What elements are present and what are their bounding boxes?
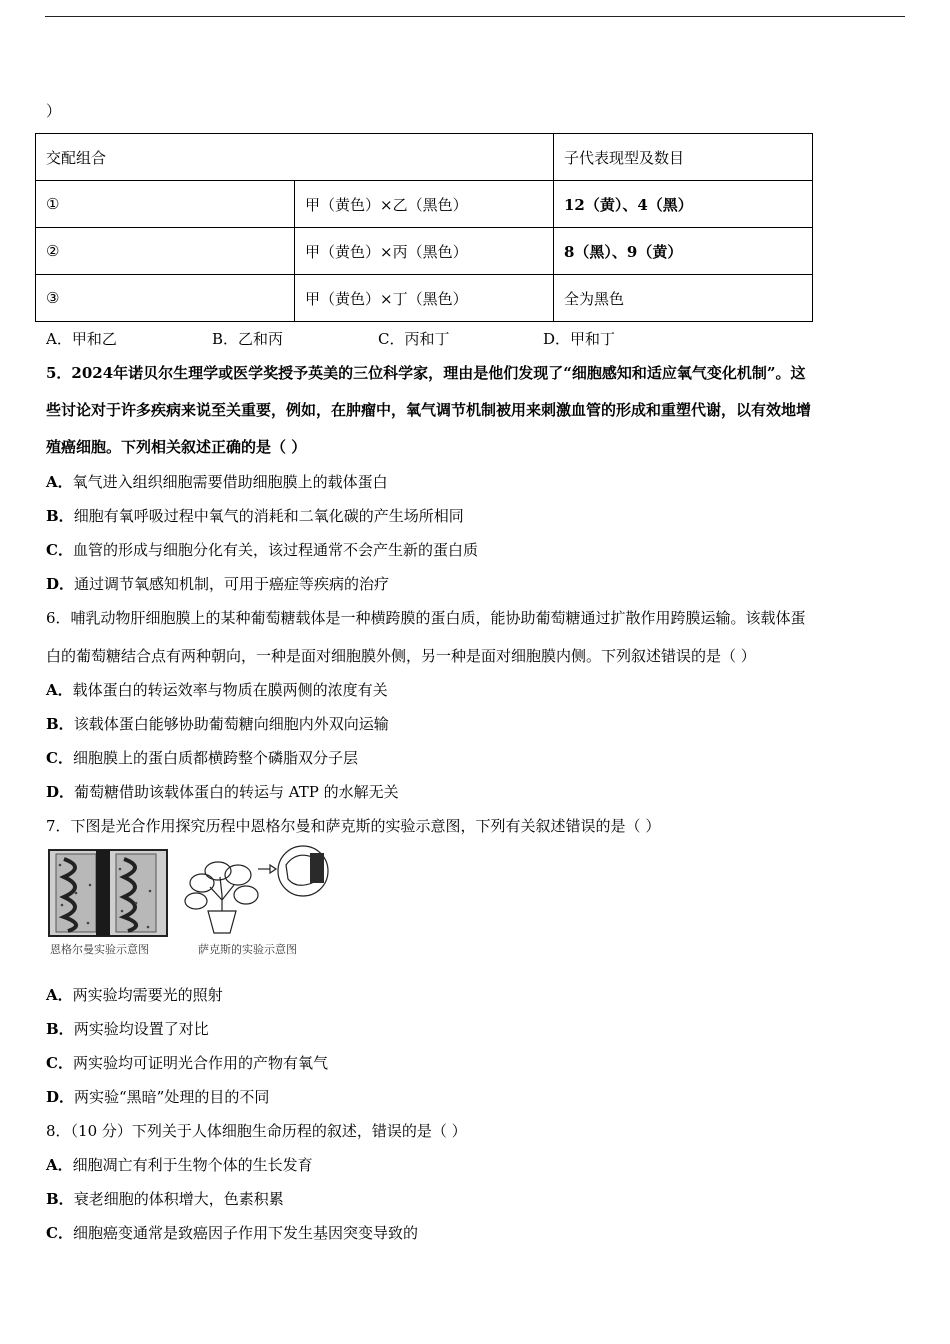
q8-option-c: [46, 1222, 418, 1243]
engelmann-diagram: [49, 850, 167, 936]
table-cell: 甲（黄色）×丁（黑色）: [295, 275, 554, 322]
option-text: 载体蛋白的转运效率与物质在膜两侧的浓度有关: [72, 681, 388, 699]
option-text: 葡萄糖借助该载体蛋白的转运与 ATP 的水解无关: [74, 783, 399, 801]
q5-option-b: [46, 505, 464, 526]
option-text: 血管的形成与细胞分化有关，该过程通常不会产生新的蛋白质: [72, 541, 478, 559]
option-a: A．甲和乙: [46, 330, 117, 348]
table-header-row: [36, 134, 813, 181]
option-d: D．甲和丁: [543, 330, 616, 348]
q6-option-c: [46, 747, 358, 768]
option-label: D．: [46, 575, 75, 593]
q6-stem-line: 6．哺乳动物肝细胞膜上的某种葡萄糖载体是一种横跨膜的蛋白质，能协助葡萄糖通过扩散作用跨膜运输。该载体蛋: [46, 609, 806, 627]
figure-caption-engelmann: 恩格尔曼实验示意图: [50, 943, 149, 956]
q7-option-c: [46, 1052, 328, 1073]
option-text: 两实验“黑暗”处理的目的不同: [74, 1088, 270, 1106]
q8-option-b: [46, 1188, 284, 1209]
option-text: 氧气进入组织细胞需要借助细胞膜上的载体蛋白: [72, 473, 388, 491]
option-text: 细胞膜上的蛋白质都横跨整个磷脂双分子层: [72, 749, 358, 767]
table-cell: ①: [36, 181, 295, 228]
option-label: A．: [46, 986, 73, 1004]
option-text: 两实验均需要光的照射: [72, 986, 223, 1004]
option-text: 细胞癌变通常是致癌因子作用下发生基因突变导致的: [72, 1224, 418, 1242]
option-c: C．丙和丁: [378, 330, 450, 348]
table-cell: 甲（黄色）×乙（黑色）: [295, 181, 554, 228]
option-text: 通过调节氧感知机制，可用于癌症等疾病的治疗: [74, 575, 390, 593]
table-cell: 12（黄）、4（黑）: [554, 181, 813, 228]
option-label: B．: [46, 1190, 74, 1208]
option-text: 细胞凋亡有利于生物个体的生长发育: [72, 1156, 313, 1174]
table-cell: ②: [36, 228, 295, 275]
q4-options: [46, 328, 746, 348]
option-text: 该载体蛋白能够协助葡萄糖向细胞内外双向运输: [73, 715, 389, 733]
option-label: A．: [46, 681, 73, 699]
option-label: A．: [46, 1156, 73, 1174]
option-text: 衰老细胞的体积增大，色素积累: [73, 1190, 284, 1208]
option-label: D．: [46, 1088, 75, 1106]
option-label: A．: [46, 473, 73, 491]
q7-stem-line: 7．下图是光合作用探究历程中恩格尔曼和萨克斯的实验示意图，下列有关叙述错误的是（ ）: [46, 817, 661, 835]
table-row: [36, 228, 813, 275]
option-label: B．: [46, 507, 74, 525]
figure-caption-sachs: 萨克斯的实验示意图: [198, 943, 297, 956]
q7-option-b: [46, 1018, 209, 1039]
cross-results-table: [35, 133, 813, 322]
table-cell: 8（黑）、9（黄）: [554, 228, 813, 275]
q6-option-b: [46, 713, 389, 734]
q8-stem-line: 8．（10 分）下列关于人体细胞生命历程的叙述，错误的是（ ）: [46, 1122, 467, 1140]
q7-option-d: [46, 1086, 269, 1107]
q5-option-d: [46, 573, 389, 594]
option-text: 两实验均可证明光合作用的产物有氧气: [72, 1054, 328, 1072]
engelmann-sachs-illustration: [46, 845, 336, 940]
table-cell: ③: [36, 275, 295, 322]
q5-stem-line: 殖癌细胞。下列相关叙述正确的是（ ）: [46, 438, 307, 456]
q8-option-a: [46, 1154, 313, 1175]
experiment-figure: [46, 845, 336, 960]
q5-option-a: [46, 471, 388, 492]
table-header-cell: 子代表现型及数目: [554, 134, 813, 181]
q6-option-d: [46, 781, 399, 802]
option-label: C．: [46, 541, 73, 559]
q6-option-a: [46, 679, 388, 700]
closing-parenthesis: ）: [46, 102, 62, 120]
q7-option-a: [46, 984, 223, 1005]
q5-stem-line: 5．2024年诺贝尔生理学或医学奖授予英美的三位科学家，理由是他们发现了“细胞感知和适应氧气变化机制”。这: [46, 364, 806, 382]
sachs-diagram: [185, 846, 328, 933]
option-label: B．: [46, 715, 74, 733]
header-rule: [45, 16, 905, 17]
option-text: 两实验均设置了对比: [73, 1020, 209, 1038]
table-cell: 全为黑色: [554, 275, 813, 322]
q5-stem-line: 些讨论对于许多疾病来说至关重要，例如，在肿瘤中，氧气调节机制被用来刺激血管的形成和重塑代谢，以有效地增: [46, 401, 812, 419]
option-label: C．: [46, 1224, 73, 1242]
table-row: [36, 275, 813, 322]
option-text: 细胞有氧呼吸过程中氧气的消耗和二氧化碳的产生场所相同: [73, 507, 464, 525]
option-label: B．: [46, 1020, 74, 1038]
option-label: C．: [46, 1054, 73, 1072]
table-row: [36, 181, 813, 228]
q5-option-c: [46, 539, 478, 560]
option-label: D．: [46, 783, 75, 801]
option-label: C．: [46, 749, 73, 767]
option-b: B．乙和丙: [212, 330, 284, 348]
q6-stem-line: 白的葡萄糖结合点有两种朝向，一种是面对细胞膜外侧，另一种是面对细胞膜内侧。下列叙述错误的是（ ）: [46, 647, 756, 665]
table-header-cell: 交配组合: [36, 134, 554, 181]
table-cell: 甲（黄色）×丙（黑色）: [295, 228, 554, 275]
